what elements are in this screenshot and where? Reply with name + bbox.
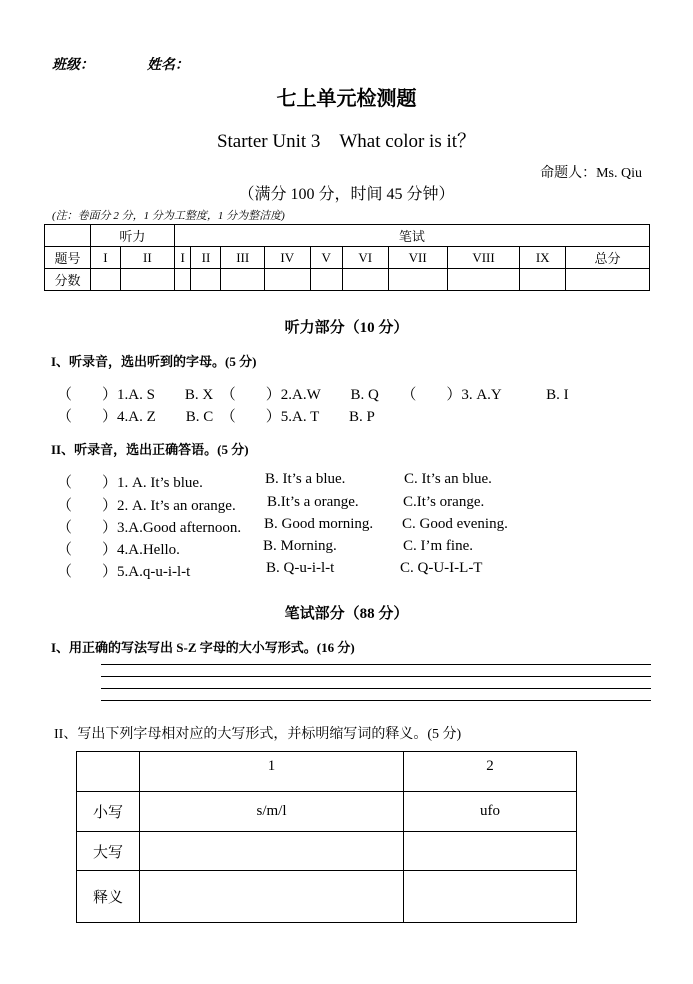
col-header: VII [388,247,447,269]
col-header-total: 总分 [566,247,650,269]
score-row [45,269,650,291]
question-number-label: 题号 [45,247,91,269]
lowercase-label: 小写 [77,792,140,832]
option-b: B. It’s a blue. [265,471,346,487]
col-header: IV [264,247,310,269]
lowercase-row [77,792,577,832]
option-b: B. Q-u-i-l-t [266,560,335,576]
uppercase-answer-cell[interactable] [404,832,577,871]
col-header: VIII [447,247,520,269]
score-cell[interactable] [91,269,121,291]
listening-header: 听力 [91,225,175,247]
empty-cell [45,225,91,247]
page-subtitle: Starter Unit 3 What color is it？ [216,131,477,152]
score-cell[interactable] [120,269,174,291]
option-c: C. Q-U-I-L-T [400,560,483,576]
uppercase-row [77,832,577,871]
score-cell[interactable] [264,269,310,291]
writing-line[interactable] [101,664,651,665]
col-2-header: 2 [404,752,577,792]
option-b: B.It’s a orange. [267,494,359,510]
writing-header: 笔试 [174,225,649,247]
listening-q2-item-2: （ ）2. A. It’s an orange. [57,498,236,514]
writing-section-heading: 笔试部分（88 分） [284,606,409,622]
listening-q2-item-5: （ ）5.A.q-u-i-l-t [57,564,191,580]
col-header: III [221,247,264,269]
listening-q1-line: （ ）1.A. S B. X （ ）2.A.W B. Q （ ）3. A.Y B. I [57,387,569,403]
name-label: 姓名： [147,58,189,73]
vocab-table [76,751,577,923]
writing-q2-heading: II、写出下列字母相对应的大写形式，并标明缩写词的释义。(5 分) [54,727,462,742]
col-header: IX [520,247,566,269]
class-label: 班级： [52,58,94,73]
meaning-label: 释义 [77,871,140,923]
score-label: 分数 [45,269,91,291]
col-header: II [120,247,174,269]
option-b: B. Good morning. [264,516,374,532]
option-c: C. Good evening. [402,516,508,532]
score-cell[interactable] [520,269,566,291]
score-note: （满分 100 分，时间 45 分钟） [238,186,455,203]
option-c: C. It’s an blue. [404,471,492,487]
score-cell[interactable] [447,269,520,291]
option-b: B. Morning. [263,538,337,554]
option-c: C.It’s orange. [403,494,485,510]
score-cell[interactable] [174,269,191,291]
col-header: VI [342,247,388,269]
score-table [44,224,650,291]
question-number-row [45,247,650,269]
uppercase-label: 大写 [77,832,140,871]
writing-line[interactable] [101,700,651,701]
meaning-answer-cell[interactable] [404,871,577,923]
lowercase-cell-1: s/m/l [140,792,404,832]
score-cell[interactable] [221,269,264,291]
score-cell[interactable] [342,269,388,291]
listening-section-heading: 听力部分（10 分） [284,320,409,336]
listening-q1-heading: I、听录音，选出听到的字母。(5 分) [51,354,257,369]
listening-q2-item-1: （ ）1. A. It’s blue. [57,475,203,491]
listening-q2-heading: II、听录音，选出正确答语。(5 分) [51,442,249,457]
vocab-header-row [77,752,577,792]
lowercase-cell-2: ufo [404,792,577,832]
small-note: (注：卷面分 2 分，1 分为工整度，1 分为整洁度) [52,210,285,222]
col-header: I [174,247,191,269]
score-table-header-row [45,225,650,247]
writing-line[interactable] [101,688,651,689]
listening-q1-line: （ ）4.A. Z B. C （ ）5.A. T B. P [57,409,375,425]
writing-line[interactable] [101,676,651,677]
meaning-row [77,871,577,923]
empty-cell [77,752,140,792]
uppercase-answer-cell[interactable] [140,832,404,871]
col-1-header: 1 [140,752,404,792]
author: 命题人：Ms. Qiu [540,166,642,181]
listening-q2-item-3: （ ）3.A.Good afternoon. [57,520,242,536]
score-cell[interactable] [310,269,342,291]
option-c: C. I’m fine. [403,538,473,554]
score-cell[interactable] [566,269,650,291]
col-header: I [91,247,121,269]
class-name-line [52,54,189,74]
col-header: II [191,247,221,269]
writing-q1-heading: I、用正确的写法写出 S-Z 字母的大小写形式。(16 分) [51,640,355,655]
meaning-answer-cell[interactable] [140,871,404,923]
listening-q2-item-4: （ ）4.A.Hello. [57,542,180,558]
score-cell[interactable] [191,269,221,291]
page-title: 七上单元检测题 [276,86,417,110]
score-cell[interactable] [388,269,447,291]
col-header: V [310,247,342,269]
